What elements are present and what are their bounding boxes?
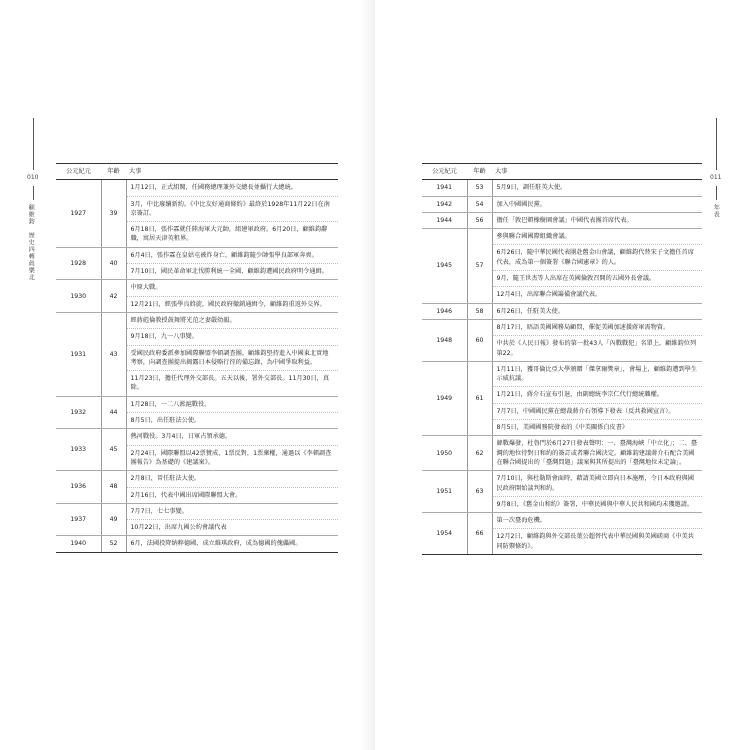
event-entry: 6月，法國投降納粹德國，成立維琪政府，成為德國的傀儡國。 (130, 540, 302, 548)
year-cell: 1944 (422, 212, 467, 228)
events-cell (492, 229, 702, 303)
table-header-row (56, 164, 338, 180)
year-cell: 1945 (422, 229, 467, 303)
age-cell: 49 (101, 503, 126, 536)
events-cell (126, 503, 338, 536)
event-entry: 中共於《人民日報》發布的第一批43人「內戰戰犯」名單上，顧維鈞位列第22。 (496, 340, 697, 357)
age-cell: 58 (467, 303, 492, 319)
event-entry: 10月22日，出席九國公約會議代表 (130, 524, 227, 532)
events-cell (126, 536, 338, 552)
year-cell: 1942 (422, 196, 467, 212)
events-cell (492, 319, 702, 361)
table-row (422, 319, 702, 361)
event-entry: 5月9日，調任駐英大使。 (496, 184, 567, 192)
header-year: 公元紀元 (56, 164, 101, 180)
left-edge-rule-bottom (33, 186, 34, 200)
event-entry: 經蔣彪倫教授鼓舞將光范之妻嚴幼韻。 (127, 313, 339, 329)
header-year: 公元紀元 (422, 164, 467, 180)
table-row (56, 429, 338, 471)
table-row (56, 180, 338, 247)
event-entry: 1月21日，蔣介石宣布引退，由副總統李宗仁代行總統職權。 (493, 387, 703, 403)
age-cell: 48 (101, 471, 126, 504)
year-cell: 1949 (422, 361, 467, 435)
table-row (422, 229, 702, 303)
right-edge-rule-top (716, 118, 717, 170)
event-entry: 受國民政府委派參加國際聯盟李頓調查團。顧維鈞堅持進入中國東北實地考察，向調查團提出揭露日本侵略行徑的備忘錄，為中國爭取利益。 (127, 346, 339, 372)
year-cell: 1936 (56, 471, 101, 504)
year-cell: 1933 (56, 429, 101, 471)
event-entry: 12月21日，經張學良斡旋，國民政府撤銷通緝令，顧維鈞重返外交界。 (130, 300, 326, 308)
event-entry: 1月28日，一二八淞滬戰役。 (127, 397, 339, 413)
year-cell: 1954 (422, 513, 467, 555)
event-entry: 第一次臺海危機。 (493, 513, 703, 529)
table-row (56, 280, 338, 313)
chronology-table-left (56, 163, 338, 553)
age-cell: 45 (101, 429, 126, 471)
event-entry: 中原大戰。 (127, 280, 339, 296)
event-entry: 7月10日，與杜勒斯會面時，藉請美國立即向日本施壓，令日本政府與國民政府開始談判和約。 (493, 471, 703, 497)
header-events: 大事 (126, 164, 338, 180)
events-cell (492, 436, 702, 471)
year-cell: 1927 (56, 180, 101, 247)
event-entry: 8月17日，晤語美國國務局顧問，催促美國加速援蔣軍需物資。 (493, 320, 703, 336)
events-cell (126, 247, 338, 280)
age-cell: 39 (101, 180, 126, 247)
age-cell: 40 (101, 247, 126, 280)
year-cell: 1937 (56, 503, 101, 536)
age-cell: 53 (467, 180, 492, 196)
event-entry: 8月5日，出任駐法公使。 (130, 417, 201, 425)
age-cell: 63 (467, 471, 492, 513)
event-entry: 12月2日，顧維鈞與外交部長葉公超替代表中華民國與美國磋商《中美共同防禦條約》。 (496, 533, 694, 550)
age-cell: 62 (467, 436, 492, 471)
year-cell: 1948 (422, 319, 467, 361)
events-cell (492, 303, 702, 319)
header-age: 年齡 (467, 164, 492, 180)
year-cell: 1951 (422, 471, 467, 513)
year-cell: 1946 (422, 303, 467, 319)
events-cell (492, 471, 702, 513)
event-entry: 2月24日，國際聯盟以42票贊成，1票反對，1票棄權，通過以《李頓調查團報告》為基礎的《建議案》。 (130, 449, 332, 466)
events-cell (126, 180, 338, 247)
table-row (422, 180, 702, 196)
event-entry: 3月，中比廢續新約。《中比友好通商條約》最終於1928年11月22日在南京簽訂。 (127, 197, 339, 223)
event-entry: 12月4日，出席聯合國籌備會議代表。 (496, 291, 602, 299)
event-entry: 擔任「敦巴頓橡樹園會議」中國代表團首席代表。 (496, 216, 633, 224)
event-entry: 9月8日，《舊金山和約》簽署，中華民國與中華人民共和國均未獲邀請。 (496, 500, 694, 508)
table-row (56, 396, 338, 429)
events-cell (126, 396, 338, 429)
event-entry: 韓戰爆發，杜魯門於6月27日發表聲明：一、臺灣海峽「中立化」；二、臺灣的地位待對日和約的簽訂或者聯合國決定。顧維鈞建議蔣介石配合美國在聯合國提出的「臺灣問題」議案與其所提出的「臺灣地位未定論」。 (496, 440, 698, 466)
right-edge-rule-bottom (716, 186, 717, 200)
event-entry: 9月，隨王世杰等人出席在英國倫敦召開的五國外長會議。 (493, 271, 703, 287)
event-entry: 7月7日，七七事變。 (127, 504, 339, 520)
year-cell: 1941 (422, 180, 467, 196)
table-row (422, 303, 702, 319)
events-cell (492, 180, 702, 196)
table-row (422, 513, 702, 555)
events-cell (492, 513, 702, 555)
table-row (56, 471, 338, 504)
table-row (56, 312, 338, 396)
right-page-number: 011 (710, 174, 722, 181)
event-entry: 1月12日，正式組閣，任國務總理兼外交總長並攝行大總統。 (127, 180, 339, 196)
year-cell: 1928 (56, 247, 101, 280)
age-cell: 66 (467, 513, 492, 555)
event-entry: 6月26日，任駐美大使。 (496, 307, 564, 315)
table-row (56, 503, 338, 536)
events-cell (492, 196, 702, 212)
age-cell: 43 (101, 312, 126, 396)
event-entry: 參與聯合國國際組織會議。 (493, 229, 703, 245)
event-entry: 6月26日，隨中華民國代表團赴舊金山會議，顧維鈞代替宋子文擔任首席代表，成為第一個簽署《聯合國憲章》的人。 (493, 245, 703, 271)
left-edge-rule-top (33, 118, 34, 170)
year-cell: 1950 (422, 436, 467, 471)
events-cell (126, 471, 338, 504)
right-page (375, 0, 750, 750)
events-cell (126, 280, 338, 313)
age-cell: 61 (467, 361, 492, 435)
left-page-number: 010 (27, 174, 39, 181)
age-cell: 54 (467, 196, 492, 212)
age-cell: 57 (467, 229, 492, 303)
event-entry: 7月7日，中國國民黨在總裁蔣介石領導下發表（反共救國宣言）。 (493, 404, 703, 420)
table-row (422, 196, 702, 212)
year-cell: 1930 (56, 280, 101, 313)
event-entry: 6月18日，張作霖就任陸海軍大元帥，組建軍政府。6月20日，顧維鈞辭職，寓居天津英租界。 (130, 226, 328, 243)
age-cell: 56 (467, 212, 492, 228)
age-cell: 44 (101, 396, 126, 429)
events-cell (492, 212, 702, 228)
event-entry: 2月16日，代表中國出席國際聯盟大會。 (130, 491, 242, 499)
event-entry: 9月18日，九一八事變。 (127, 329, 339, 345)
table-row (422, 361, 702, 435)
event-entry: 6月4日，張作霖在皇姑屯被炸身亡，顧維鈞隨少帥張學良部軍奔喪。 (127, 248, 339, 264)
table-row (56, 536, 338, 552)
event-entry: 2月8日，晉任駐法大使。 (127, 471, 339, 487)
table-row (422, 471, 702, 513)
header-age: 年齡 (101, 164, 126, 180)
event-entry: 1月11日，獲哥倫比亞大學頒贈「傑拿爾獎章」，會場上，顧維鈞遭到學生示威抗議。 (493, 362, 703, 388)
age-cell: 52 (101, 536, 126, 552)
event-entry: 熱河戰役。3月4日，日軍占領承德。 (127, 429, 339, 445)
age-cell: 42 (101, 280, 126, 313)
year-cell: 1931 (56, 312, 101, 396)
right-running-head: 年表 (712, 204, 720, 218)
event-entry: 11月23日，擔任代理外交部長。五天以後，署外交部長。11月30日，真除。 (130, 375, 330, 392)
year-cell: 1940 (56, 536, 101, 552)
table-row (422, 212, 702, 228)
chronology-table-right (422, 163, 702, 555)
year-cell: 1932 (56, 396, 101, 429)
event-entry: 加入中國國民黨。 (496, 200, 546, 208)
events-cell (126, 429, 338, 471)
table-row (422, 436, 702, 471)
event-entry: 7月10日，國民革命軍北伐勝利統一全國，顧維鈞遭國民政府明令通緝。 (130, 268, 328, 276)
event-entry: 8月5日，美國國務院發表的《中美關係白皮書》 (496, 424, 629, 432)
left-running-head: 顧維鈞 歷史四轉眞樂北 (27, 204, 35, 281)
table-header-row (422, 164, 702, 180)
events-cell (126, 312, 338, 396)
table-row (56, 247, 338, 280)
header-events: 大事 (492, 164, 702, 180)
events-cell (492, 361, 702, 435)
age-cell: 60 (467, 319, 492, 361)
